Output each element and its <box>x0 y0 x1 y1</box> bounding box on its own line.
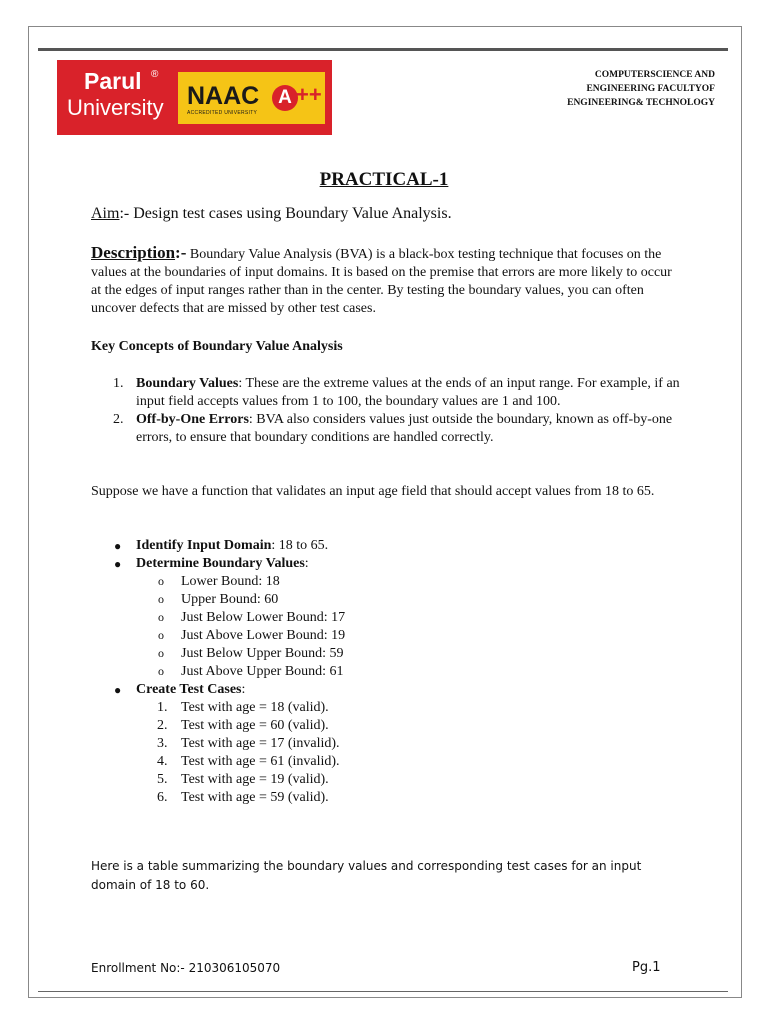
step-text: : 18 to 65. <box>271 538 329 553</box>
list-item <box>91 555 681 573</box>
bullet-icon: ● <box>114 539 122 553</box>
list-item <box>91 609 681 627</box>
description-text: Boundary Value Analysis (BVA) is a black-box testing technique that focuses on the values at the boundaries of input domains. It is based on the premise that errors are more likely to occur at the edges of input ranges rather than in the center. By testing the boundary values, you can often uncover defects that are missed by other test cases. <box>91 247 672 316</box>
page-number: Pg.1 <box>632 960 661 975</box>
parul-logo <box>57 60 177 135</box>
list-item <box>91 789 681 807</box>
list-number: 5. <box>157 772 168 787</box>
test-case: Test with age = 17 (invalid). <box>181 736 340 751</box>
list-item <box>91 573 681 591</box>
practical-title: PRACTICAL-1 <box>319 169 449 190</box>
test-case: Test with age = 59 (valid). <box>181 790 329 805</box>
circle-bullet-icon: o <box>158 646 164 660</box>
circle-bullet-icon: o <box>158 628 164 642</box>
department-info <box>455 68 715 110</box>
aim-text: Design test cases using Boundary Value Analysis. <box>129 205 452 222</box>
list-item <box>91 735 681 753</box>
test-case: Test with age = 18 (valid). <box>181 700 329 715</box>
list-number: 4. <box>157 754 168 769</box>
list-item <box>91 663 681 681</box>
list-number: 1. <box>157 700 168 715</box>
naac-grade: A <box>272 85 298 111</box>
bullet-icon: ● <box>114 557 122 571</box>
test-case: Test with age = 60 (valid). <box>181 718 329 733</box>
list-item <box>91 645 681 663</box>
table-intro-paragraph: Here is a table summarizing the boundary values and corresponding test cases for an input domain of 18 to 60. <box>91 859 642 892</box>
boundary-value: Lower Bound: 18 <box>181 574 280 589</box>
aim-line <box>91 205 452 223</box>
list-item <box>91 537 681 555</box>
step-text: : <box>304 556 309 571</box>
dept-line: COMPUTERSCIENCE AND <box>594 70 715 80</box>
logo-brand-bottom: University <box>67 95 164 120</box>
test-case: Test with age = 19 (valid). <box>181 772 329 787</box>
list-item <box>91 699 681 717</box>
aim-separator: :- <box>119 205 130 222</box>
steps-list <box>91 537 681 807</box>
step-label: Determine Boundary Values <box>136 556 305 571</box>
enrollment-number: Enrollment No:- 210306105070 <box>91 961 281 975</box>
circle-bullet-icon: o <box>158 610 164 624</box>
step-label: Identify Input Domain <box>136 538 272 553</box>
list-number: 3. <box>157 736 168 751</box>
naac-subtext: ACCREDITED UNIVERSITY <box>187 110 258 116</box>
description-separator: :- <box>175 243 187 262</box>
university-logo <box>57 60 332 135</box>
footer-rule <box>38 991 728 992</box>
list-item <box>91 717 681 735</box>
list-item <box>91 681 681 699</box>
list-number: 2. <box>157 718 168 733</box>
description-paragraph <box>91 244 681 318</box>
list-number: 6. <box>157 790 168 805</box>
list-item <box>91 753 681 771</box>
aim-label: Aim <box>91 205 120 222</box>
list-item <box>91 411 681 447</box>
concept-term: Off-by-One Errors <box>136 412 249 427</box>
step-text: : <box>241 682 246 697</box>
header-rule <box>38 48 728 51</box>
boundary-value: Just Below Upper Bound: 59 <box>181 646 344 661</box>
list-number: 2. <box>113 412 124 427</box>
circle-bullet-icon: o <box>158 664 164 678</box>
list-item <box>91 591 681 609</box>
boundary-value: Just Below Lower Bound: 17 <box>181 610 346 625</box>
circle-bullet-icon: o <box>158 592 164 606</box>
key-concepts-heading: Key Concepts of Boundary Value Analysis <box>91 339 343 354</box>
dept-line: ENGINEERING FACULTYOF <box>586 84 715 94</box>
naac-badge <box>178 72 325 124</box>
naac-text: NAAC <box>187 82 260 110</box>
circle-bullet-icon: o <box>158 574 164 588</box>
concept-text: : These are the extreme values at the ends of an input range. For example, if an input field accepts values from 1 to 100, the boundary values are 1 and 100. <box>136 376 680 409</box>
concepts-list <box>91 375 681 447</box>
naac-grade-plus: ++ <box>296 82 322 107</box>
concept-text: : BVA also considers values just outside the boundary, known as off-by-one errors, to ensure that boundary conditions are handled correctly. <box>136 412 673 445</box>
concept-term: Boundary Values <box>136 376 239 391</box>
boundary-value: Just Above Upper Bound: 61 <box>181 664 344 679</box>
dept-line: ENGINEERING& TECHNOLOGY <box>567 98 715 108</box>
description-label: Description <box>91 243 176 262</box>
list-number: 1. <box>113 376 124 391</box>
suppose-paragraph: Suppose we have a function that validates an input age field that should accept values from 18 to 65. <box>91 484 655 499</box>
boundary-value: Just Above Lower Bound: 19 <box>181 628 346 643</box>
bullet-icon: ● <box>114 683 122 697</box>
list-item <box>91 771 681 789</box>
logo-registered-mark: ® <box>151 69 159 80</box>
logo-brand-top: Parul <box>84 68 142 94</box>
list-item <box>91 375 681 411</box>
step-label: Create Test Cases <box>136 682 242 697</box>
boundary-value: Upper Bound: 60 <box>181 592 279 607</box>
test-case: Test with age = 61 (invalid). <box>181 754 340 769</box>
list-item <box>91 627 681 645</box>
